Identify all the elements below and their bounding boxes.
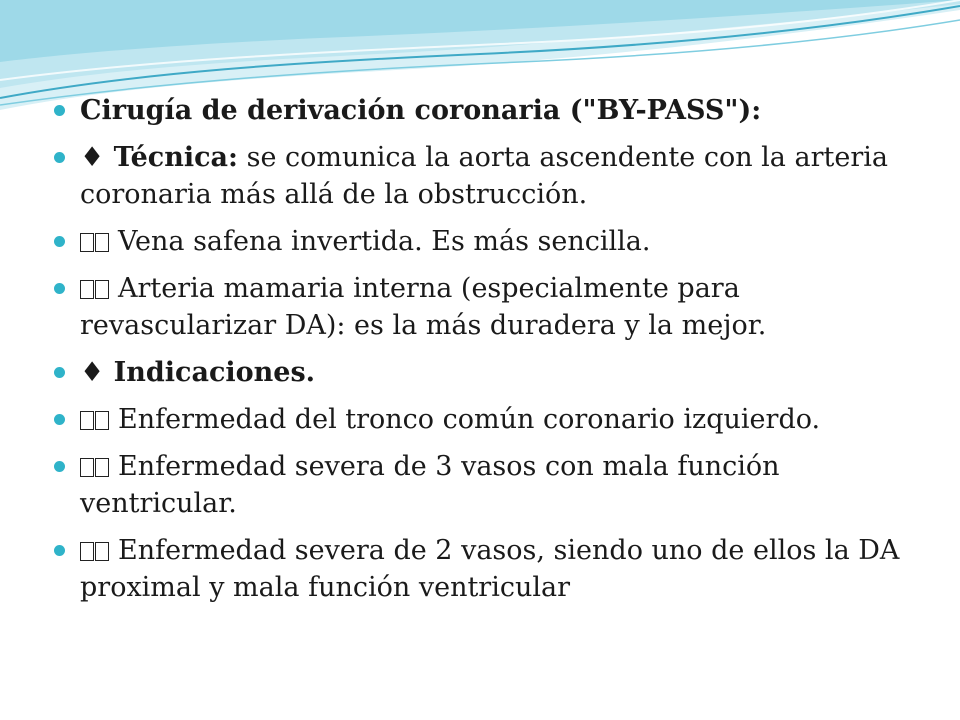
bullet-text — [80, 357, 315, 388]
bullet-body: se comunica la aorta ascendente con la arteria coronaria más allá de la obstrucción. — [80, 142, 888, 210]
bullet-item — [52, 532, 912, 606]
bullet-item — [52, 448, 912, 522]
bullet-heading: Indicaciones. — [113, 357, 316, 388]
bullet-dot-icon — [54, 236, 65, 247]
bullet-item — [52, 92, 912, 129]
bullet-text — [80, 451, 780, 519]
missing-glyph-icon — [80, 223, 110, 260]
bullet-text — [80, 273, 766, 341]
bullet-text — [80, 535, 899, 603]
bullet-text — [80, 95, 761, 126]
missing-glyph-icon — [80, 401, 110, 438]
bullet-heading: Cirugía de derivación coronaria ("BY-PASS"): — [80, 95, 762, 126]
bullet-dot-icon — [54, 414, 65, 425]
bullet-dot-icon — [54, 152, 65, 163]
diamond-marker: ♦ — [80, 142, 114, 173]
bullet-body: Enfermedad severa de 3 vasos con mala función ventricular. — [80, 451, 780, 519]
bullet-item — [52, 139, 912, 213]
bullet-body: Arteria mamaria interna (especialmente para revascularizar DA): es la más duradera y la mejor. — [80, 273, 767, 341]
bullet-list — [52, 92, 912, 616]
bullet-body: Vena safena invertida. Es más sencilla. — [118, 226, 651, 257]
missing-glyph-icon — [80, 270, 110, 307]
bullet-item — [52, 401, 912, 438]
missing-glyph-icon — [80, 532, 110, 569]
bullet-dot-icon — [54, 283, 65, 294]
bullet-text — [80, 404, 820, 435]
missing-glyph-icon — [80, 448, 110, 485]
bullet-text — [80, 142, 888, 210]
bullet-body: Enfermedad severa de 2 vasos, siendo uno de ellos la DA proximal y mala función ventricular — [80, 535, 900, 603]
bullet-dot-icon — [54, 367, 65, 378]
bullet-item — [52, 223, 912, 260]
bullet-text — [80, 226, 650, 257]
bullet-body: Enfermedad del tronco común coronario izquierdo. — [118, 404, 821, 435]
bullet-dot-icon — [54, 545, 65, 556]
diamond-marker: ♦ — [80, 357, 114, 388]
bullet-item — [52, 270, 912, 344]
bullet-dot-icon — [54, 461, 65, 472]
bullet-heading: Técnica: — [113, 142, 239, 173]
bullet-dot-icon — [54, 105, 65, 116]
bullet-item — [52, 354, 912, 391]
